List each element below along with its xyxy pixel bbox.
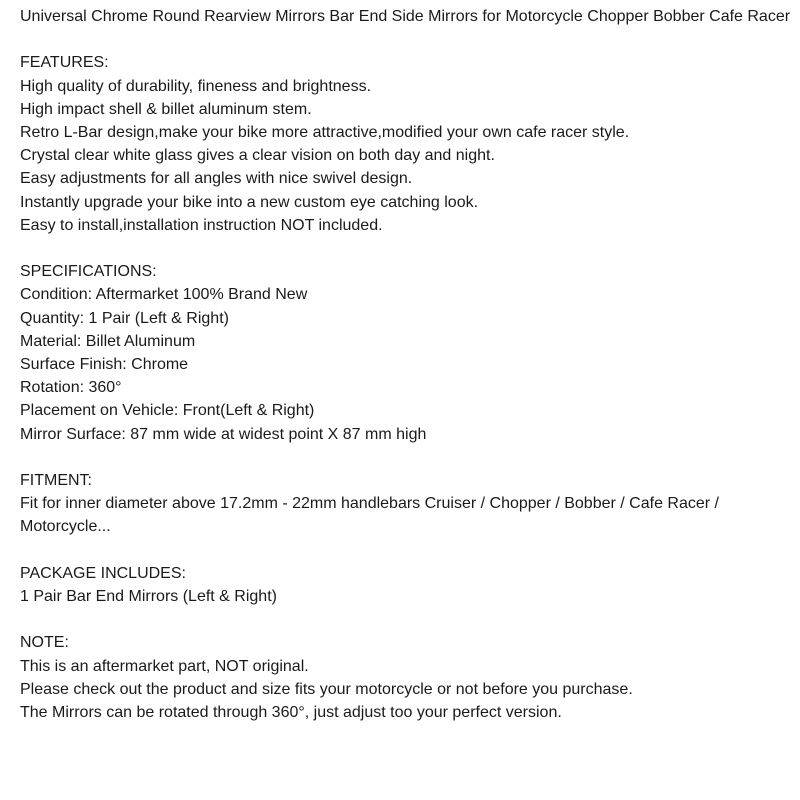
spacer	[20, 237, 794, 260]
feature-item: Instantly upgrade your bike into a new custom eye catching look.	[20, 193, 479, 211]
feature-item: Crystal clear white glass gives a clear vision on both day and night.	[20, 147, 495, 165]
spacer	[20, 446, 794, 469]
note-item: Please check out the product and size fits your motorcycle or not before you purchase.	[20, 680, 633, 698]
fitment-heading: FITMENT:	[20, 472, 92, 490]
specifications-heading: SPECIFICATIONS:	[20, 263, 157, 281]
package-heading: PACKAGE INCLUDES:	[20, 564, 186, 582]
spec-item: Mirror Surface: 87 mm wide at widest point X 87 mm high	[20, 425, 427, 443]
note-item: The Mirrors can be rotated through 360°, just adjust too your perfect version.	[20, 704, 562, 722]
feature-item: Easy to install,installation instruction NOT included.	[20, 216, 383, 234]
feature-item: Easy adjustments for all angles with nice swivel design.	[20, 170, 413, 188]
spec-item: Rotation: 360°	[20, 379, 122, 397]
features-heading: FEATURES:	[20, 54, 109, 72]
spec-item: Condition: Aftermarket 100% Brand New	[20, 286, 308, 304]
spacer	[20, 608, 794, 631]
package-item: 1 Pair Bar End Mirrors (Left & Right)	[20, 588, 277, 606]
spacer	[20, 28, 794, 51]
note-heading: NOTE:	[20, 634, 69, 652]
feature-item: Retro L-Bar design,make your bike more attractive,modified your own cafe racer style.	[20, 124, 630, 141]
spacer	[20, 539, 794, 562]
feature-item: High quality of durability, fineness and brightness.	[20, 77, 372, 95]
spec-item: Placement on Vehicle: Front(Left & Right)	[20, 402, 315, 420]
fitment-text: Fit for inner diameter above 17.2mm - 22mm handlebars Cruiser / Chopper / Bobber / Cafe Racer / Motorcycle...	[20, 495, 719, 536]
note-item: This is an aftermarket part, NOT original.	[20, 657, 309, 675]
spec-item: Material: Billet Aluminum	[20, 332, 196, 350]
feature-item: High impact shell & billet aluminum stem.	[20, 100, 312, 118]
spec-item: Quantity: 1 Pair (Left & Right)	[20, 309, 229, 327]
spec-item: Surface Finish: Chrome	[20, 356, 189, 374]
product-title: Universal Chrome Round Rearview Mirrors Bar End Side Mirrors for Motorcycle Chopper Bobber Cafe Racer	[20, 8, 791, 25]
